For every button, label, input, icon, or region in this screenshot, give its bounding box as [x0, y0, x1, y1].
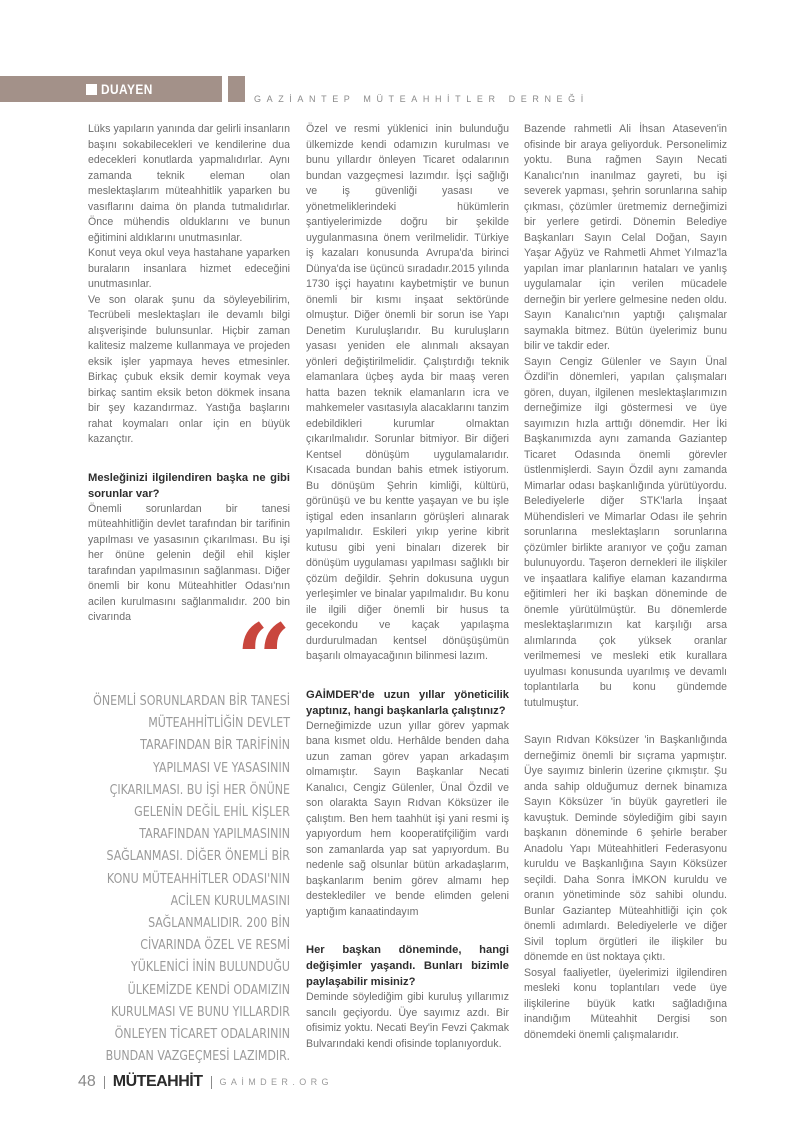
- pull-quote: ÖNEMLİ SORUNLARDAN BİR TANESİ MÜTEAHHİTLİĞİN DEVLET TARAFINDAN BİR TARİFİNİN YAPILMASI VE YASASININ ÇIKARILMASI. BU İŞİ HER ÖNÜNE GELENİN DEĞİL EHİL KİŞLER TARAFINDAN YAPILMASININ SAĞLANMASI. DİĞER ÖNEMLİ BİR KONU MÜTEAHHİTLER ODASI'NIN ACİLEN KURULMASINI SAĞLANMALIDIR. 200 BİN CİVARINDA ÖZEL VE RESMİ YÜKLENİCİ İNİN BULUNDUĞU ÜLKEMİZDE KENDİ ODAMIZIN KURULMASI VE BUNU YILLARDIR ÖNLEYEN TİCARET ODALARININ BUNDAN VAZGEÇMESİ LAZIMDIR.: [93, 693, 291, 1065]
- article-column-3: [524, 122, 727, 1043]
- article-column-2: [306, 122, 509, 1052]
- organization-name: GAZİANTEP MÜTEAHHİTLER DERNEĞİ: [254, 94, 589, 104]
- website-link[interactable]: GAİMDER.ORG: [219, 1077, 333, 1087]
- paragraph: Bazende rahmetli Ali İhsan Ataseven'in ofisinde bir araya geliyorduk. Personelimiz yoktu. Buna rağmen Sayın Necati Kanalıcı'nın inanılmaz gayreti, bu işi severek yapması, şehrin sorunlarına sahip çıkması, çözümler üretmemiz derneğimizi bir yerlere getirdi. Dönemin Belediye Başkanları Sayın Celal Doğan, Sayın Yaşar Ağyüz ve Rahmetli Ahmet Yılmaz'la yapılan imar planlarının hataları ve yanlış uygulamalar için verilen mücadele derneğin bir yerlere gelmesine neden oldu. Sayın Kanalıcı'nın yaptığı çalışmalar saymakla bitmez. Bütün üyelerimiz bunu bilir ve takdir eder.: [524, 123, 727, 352]
- header-accent-block: [228, 76, 245, 102]
- paragraph: Sayın Rıdvan Köksüzer 'in Başkanlığında derneğimiz önemli bir sıçrama yapmıştır. Üye sayımız binlerin üzerine çıkmıştır. Şu anda sahip olduğumuz dernek binamıza Sayın Köksüzer 'in büyük gayretleri ile kavuştuk. Deminde söylediğim gibi sayın başkanın döneminde 6 şehirle beraber Anadolu Yapı Müteahhitleri Federasyonu kuruldu ve Başkanlığına Sayın Köksüzer seçildi. Daha Sonra İMKON kuruldu ve oranın yönetiminde söz sahibi olundu. Bunlar Gaziantep Müteahhitliği için çok önemli adımlardı. Belediyelerle ve diğer Sivil toplum örgütleri ile ilişkiler bu dönemde en üst noktaya çıktı.: [524, 734, 727, 963]
- quote-mark-icon: “: [236, 603, 292, 716]
- interview-answer: Derneğimizde uzun yıllar görev yapmak bana kısmet oldu. Herhâlde benden daha uzun zaman görev yapan arkadaşım olmamıştır. Sayın Başkanlar Necati Kanalıcı, Cengiz Gülenler, Ünal Özdil ve son olarakta Sayın Rıdvan Köksüzer ile çalıştım. Ben hem taahhüt işi yani resmi iş yapıyordum hem kooperatifçiliğim vardı son zamanlarda yap sat yapıyordum. Bu nedenle sağ olsunlar bütün arkadaşlarım, başkanlarım benim görev almamı hep desteklediler ve bende elimden geleni yaptığım kanaatindayım: [306, 719, 509, 918]
- paragraph: Sosyal faaliyetler, üyelerimizi ilgilendiren mesleki konu toplantıları vede üye ilişkilerine büyük katkı sağladığına inandığım Müteahhit Dergisi son dönemdeki önemli çalışmalarıdır.: [524, 966, 727, 1041]
- interview-question: Mesleğinizi ilgilendiren başka ne gibi sorunlar var?: [88, 471, 290, 500]
- divider: [211, 1076, 212, 1089]
- divider: [104, 1076, 105, 1089]
- interview-question: GAİMDER'de uzun yıllar yöneticilik yaptınız, hangi başkanlarla çalıştınız?: [306, 688, 509, 717]
- square-icon: [86, 84, 97, 95]
- page-footer: [78, 1073, 333, 1091]
- interview-answer: Önemli sorunlardan bir tanesi müteahhitliğin devlet tarafından bir tarifinin yapılması ve yasasının çıkarılması. Bu işi her önüne gelenin değil ehil kişler tarafından yapılmasının sağlanması. Diğer önemli bir konu Müteahhitler Odası'nın acilen kurulmasını sağlanmalıdır. 200 bin civarında: [88, 502, 290, 623]
- section-header-bar: [0, 76, 222, 102]
- paragraph: Lüks yapıların yanında dar gelirli insanların başını sokabilecekleri ve kendilerine dua edecekleri konutlarda yapmalıdırlar. Aynı zamanda teknik eleman olan meslektaşlarım müteahhitlik yaparken bu vasıflarını daima ön planda tutmalıdırlar. Önce mühendis olduklarını ve bunun eğitimini aldıklarını unutmasınlar.: [88, 123, 290, 244]
- interview-answer: Deminde söylediğim gibi kuruluş yıllarımız sancılı geçiyordu. Üye sayımız azdı. Bir ofisimiz yoktu. Necati Bey'in Fevzi Çakmak Bulvarındaki kendi ofisinde toplanıyorduk.: [306, 991, 509, 1050]
- paragraph: Sayın Cengiz Gülenler ve Sayın Ünal Özdil'in dönemleri, yapılan çalışmaları gören, duyan, ilgilenen meslektaşlarımızın derneğimize ilgi göstermesi ve üye sayımızın hızla arttığı dönemdir. Her İki Başkanımızda aynı zamanda Gaziantep Ticaret Odasında önemli görevler üstlenmişlerdi. Sayın Özdil aynı zamanda Mimarlar odası başkanlığında yürütüyordu. Belediyelerle diğer STK'larla İnşaat Mühendisleri ve Mimarlar Odası ile şehrin sorunlarına meslektaşların sorunlarına çözümler birlikte aranıyor ve çoğu zaman bulunuyordu. Taşeron dernekleri ile ilişkiler ve inşaatlara kalifiye elaman kazandırma eğitimleri her iki başkan döneminde de önemle yürütülmüştür. Bu dönemlerde meslektaşlarımızın kat karşılığı arsa alımlarında çok yüksek oranlar verilmemesi ve mesleki etik kurallara uyulması konusunda uyarılmış ve devamlı toplantılarla bu konu gündemde tutulmuştur.: [524, 355, 727, 709]
- paragraph: Özel ve resmi yüklenici inin bulunduğu ülkemizde kendi odamızın kurulması ve bunu yıllardır önleyen Ticaret odalarının bundan vazgeçmesi lazımdır. İşçi sağlığı ve iş güvenliği yasası ve yönetmeliklerindeki hükümlerin şantiyelerimizde doğru bir şekilde uygulanmasına önem verilmelidir. Türkiye iş kazaları konusunda Avrupa'da birinci Dünya'da ise üçüncü sıradadır.2015 yılında 1730 işçi hayatını kaybetmiştir ve bunun önemli bir kısmı inşaat sektöründe olmuştur. Diğer önemli bir sorun ise Yapı Denetim Kuruluşlarıdır. Bu kuruluşların yasası yeniden ele alınmalı aksayan yönleri değiştirilmelidir. Çalıştırdığı teknik elamanlara üçbeş ayda bir maaş veren hatta bazen teknik elamanların icra ve mahkemeler vasıtasıyla alacaklarını tanzim edebildikleri kurumlar olmaktan çıkarılmalıdır. Sorunlar bitmiyor. Bir diğeri Kentsel dönüşüm uygulamalarıdır. Kısacada bundan bahis etmek istiyorum. Bu dönüşüm Şehrin kimliği, kültürü, görünüşü ve bu kentte yaşayan ve bu işle iştigal eden insanların görüşleri alınarak yapılmalıdır. Eskileri yıkıp yerine kibrit kutusu gibi yeni binaları dizerek bir dönüşüm uygulaması yapılması sağlıklı bir çözüm değildir. Şehrin dokusuna uygun yerleşimler ve binalar yapılmalıdır. Bu konu ile ilgili diğer önemli bir husus ta gecekondu ve kaçak yapılaşma durdurulmadan kentsel dönüşüşümün başarılı olmayacağının bilinmesi lazım.: [306, 123, 509, 662]
- paragraph: Ve son olarak şunu da söyleyebilirim, Tecrübeli meslektaşları ile devamlı bilgi alışverişinde bulunsunlar. Hiçbir zaman kalitesiz malzeme kullanmaya ve projeden eksik işler yapmaya heves etmesinler. Birkaç çubuk eksik demir koymak veya birkaç santim eksik beton dökmek insana bir şey kazandırmaz. Yastığa başlarını rahat koymaları onlar için en büyük kazançtır.: [88, 293, 290, 445]
- magazine-logo: MÜTEAHHİT: [112, 1073, 203, 1090]
- interview-question: Her başkan döneminde, hangi değişimler yaşandı. Bunları bizimle paylaşabilir misiniz?: [306, 944, 509, 988]
- article-column-1: [88, 122, 290, 626]
- page-number: 48: [78, 1073, 96, 1090]
- section-label: DUAYEN: [101, 81, 153, 97]
- paragraph: Konut veya okul veya hastahane yaparken buraların insanlara hizmet edeceğini unutmasınlar.: [88, 247, 290, 290]
